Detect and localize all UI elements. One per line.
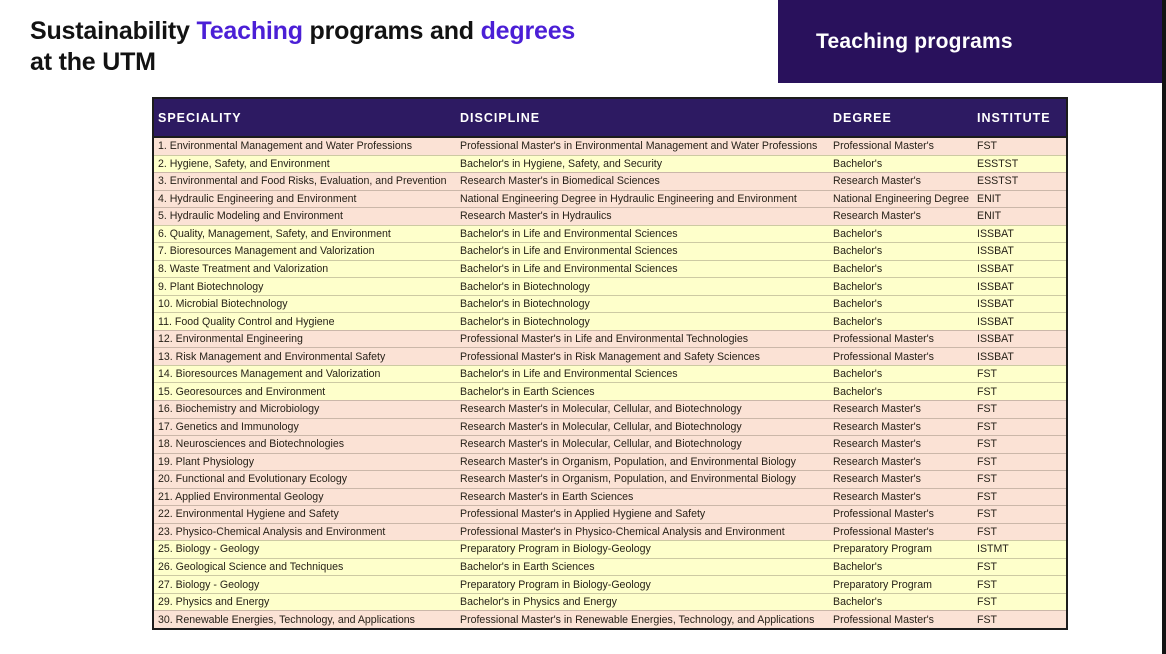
cell-institute: ISSBAT <box>977 350 1014 363</box>
cell-degree: Professional Master's <box>833 613 934 626</box>
table-row <box>154 400 1066 418</box>
cell-discipline: Professional Master's in Physico-Chemical Analysis and Environment <box>460 525 785 538</box>
cell-speciality: 10. Microbial Biotechnology <box>158 298 288 311</box>
cell-institute: ISSBAT <box>977 333 1014 346</box>
cell-discipline: Professional Master's in Renewable Energies, Technology, and Applications <box>460 613 815 626</box>
cell-degree: Research Master's <box>833 438 921 451</box>
cell-institute: FST <box>977 403 998 416</box>
cell-degree: Bachelor's <box>833 385 883 398</box>
cell-discipline: Bachelor's in Life and Environmental Sciences <box>460 262 678 275</box>
title-part2-accent: Teaching <box>196 17 303 45</box>
cell-degree: Bachelor's <box>833 245 883 258</box>
title-part1: Sustainability <box>30 17 190 45</box>
cell-speciality: 6. Quality, Management, Safety, and Environment <box>158 227 391 240</box>
cell-speciality: 2. Hygiene, Safety, and Environment <box>158 157 330 170</box>
column-header-discipline: DISCIPLINE <box>460 110 541 125</box>
cell-institute: ISSBAT <box>977 227 1014 240</box>
cell-institute: FST <box>977 438 998 451</box>
programs-table <box>152 97 1068 630</box>
cell-speciality: 17. Genetics and Immunology <box>158 420 299 433</box>
cell-degree: Bachelor's <box>833 368 883 381</box>
cell-institute: ISTMT <box>977 543 1009 556</box>
table-row <box>154 575 1066 593</box>
cell-discipline: Bachelor's in Biotechnology <box>460 280 590 293</box>
cell-degree: Research Master's <box>833 210 921 223</box>
table-row <box>154 505 1066 523</box>
page-title-line2: at the UTM <box>30 48 156 76</box>
table-row <box>154 242 1066 260</box>
cell-discipline: Bachelor's in Life and Environmental Sciences <box>460 368 678 381</box>
cell-institute: ISSBAT <box>977 245 1014 258</box>
cell-speciality: 5. Hydraulic Modeling and Environment <box>158 210 343 223</box>
cell-speciality: 9. Plant Biotechnology <box>158 280 264 293</box>
cell-degree: Bachelor's <box>833 227 883 240</box>
cell-degree: Professional Master's <box>833 525 934 538</box>
cell-speciality: 25. Biology - Geology <box>158 543 260 556</box>
teaching-programs-banner <box>778 0 1162 83</box>
title-part4-accent: degrees <box>480 17 576 45</box>
title-part3: programs and <box>309 17 474 45</box>
cell-degree: Professional Master's <box>833 350 934 363</box>
cell-speciality: 19. Plant Physiology <box>158 455 254 468</box>
cell-discipline: Bachelor's in Biotechnology <box>460 315 590 328</box>
table-row <box>154 330 1066 348</box>
cell-degree: Research Master's <box>833 473 921 486</box>
cell-degree: Bachelor's <box>833 280 883 293</box>
cell-institute: ENIT <box>977 192 1002 205</box>
table-row <box>154 558 1066 576</box>
column-header-institute: INSTITUTE <box>977 110 1051 125</box>
cell-discipline: Bachelor's in Hygiene, Safety, and Security <box>460 157 663 170</box>
cell-discipline: Preparatory Program in Biology-Geology <box>460 543 651 556</box>
table-row <box>154 172 1066 190</box>
cell-degree: Bachelor's <box>833 596 883 609</box>
table-row <box>154 540 1066 558</box>
cell-discipline: Research Master's in Organism, Population, and Environmental Biology <box>460 455 796 468</box>
cell-discipline: National Engineering Degree in Hydraulic Engineering and Environment <box>460 192 797 205</box>
cell-discipline: Research Master's in Molecular, Cellular, and Biotechnology <box>460 420 742 433</box>
table-row <box>154 155 1066 173</box>
cell-speciality: 16. Biochemistry and Microbiology <box>158 403 320 416</box>
cell-institute: FST <box>977 561 998 574</box>
cell-discipline: Research Master's in Hydraulics <box>460 210 612 223</box>
table-row <box>154 190 1066 208</box>
cell-discipline: Professional Master's in Environmental Management and Water Professions <box>460 140 818 153</box>
column-header-degree: DEGREE <box>833 110 892 125</box>
cell-discipline: Bachelor's in Earth Sciences <box>460 385 595 398</box>
right-edge-bar <box>1162 0 1166 654</box>
cell-discipline: Professional Master's in Risk Management and Safety Sciences <box>460 350 760 363</box>
banner-label: Teaching programs <box>816 29 1013 53</box>
cell-discipline: Professional Master's in Applied Hygiene and Safety <box>460 508 706 521</box>
cell-degree: Professional Master's <box>833 508 934 521</box>
table-row <box>154 277 1066 295</box>
cell-speciality: 26. Geological Science and Techniques <box>158 561 344 574</box>
cell-institute: FST <box>977 140 998 153</box>
cell-institute: FST <box>977 613 998 626</box>
cell-speciality: 13. Risk Management and Environmental Safety <box>158 350 386 363</box>
cell-institute: FST <box>977 473 998 486</box>
cell-discipline: Research Master's in Molecular, Cellular, and Biotechnology <box>460 403 742 416</box>
cell-institute: ESSTST <box>977 175 1019 188</box>
cell-institute: FST <box>977 490 998 503</box>
cell-degree: Bachelor's <box>833 298 883 311</box>
cell-speciality: 23. Physico-Chemical Analysis and Environment <box>158 525 386 538</box>
table-row <box>154 470 1066 488</box>
column-header-speciality: SPECIALITY <box>158 110 242 125</box>
cell-degree: Professional Master's <box>833 333 934 346</box>
cell-institute: FST <box>977 420 998 433</box>
cell-institute: ISSBAT <box>977 315 1014 328</box>
cell-speciality: 4. Hydraulic Engineering and Environment <box>158 192 357 205</box>
cell-institute: ENIT <box>977 210 1002 223</box>
cell-discipline: Research Master's in Organism, Population, and Environmental Biology <box>460 473 796 486</box>
cell-degree: Research Master's <box>833 175 921 188</box>
table-row <box>154 382 1066 400</box>
cell-institute: ISSBAT <box>977 262 1014 275</box>
cell-discipline: Bachelor's in Biotechnology <box>460 298 590 311</box>
table-row <box>154 347 1066 365</box>
table-header-row <box>154 99 1066 138</box>
cell-discipline: Bachelor's in Life and Environmental Sciences <box>460 227 678 240</box>
cell-degree: Bachelor's <box>833 315 883 328</box>
cell-speciality: 27. Biology - Geology <box>158 578 260 591</box>
page-title <box>30 16 575 78</box>
cell-speciality: 1. Environmental Management and Water Professions <box>158 140 412 153</box>
cell-institute: ESSTST <box>977 157 1019 170</box>
cell-speciality: 7. Bioresources Management and Valorization <box>158 245 375 258</box>
cell-speciality: 30. Renewable Energies, Technology, and Applications <box>158 613 415 626</box>
table-row <box>154 488 1066 506</box>
cell-speciality: 12. Environmental Engineering <box>158 333 303 346</box>
cell-institute: FST <box>977 578 998 591</box>
table-row <box>154 260 1066 278</box>
table-row <box>154 312 1066 330</box>
cell-speciality: 15. Georesources and Environment <box>158 385 326 398</box>
table-row <box>154 295 1066 313</box>
cell-degree: Research Master's <box>833 455 921 468</box>
cell-discipline: Professional Master's in Life and Environmental Technologies <box>460 333 749 346</box>
cell-degree: Bachelor's <box>833 157 883 170</box>
cell-speciality: 14. Bioresources Management and Valorization <box>158 368 381 381</box>
table-row <box>154 418 1066 436</box>
cell-discipline: Bachelor's in Physics and Energy <box>460 596 617 609</box>
cell-speciality: 21. Applied Environmental Geology <box>158 490 324 503</box>
table-body <box>154 138 1066 628</box>
cell-degree: Professional Master's <box>833 140 934 153</box>
cell-institute: FST <box>977 368 998 381</box>
cell-speciality: 22. Environmental Hygiene and Safety <box>158 508 339 521</box>
cell-institute: FST <box>977 508 998 521</box>
cell-institute: ISSBAT <box>977 280 1014 293</box>
cell-speciality: 11. Food Quality Control and Hygiene <box>158 315 335 328</box>
table-row <box>154 138 1066 155</box>
table-row <box>154 523 1066 541</box>
cell-institute: FST <box>977 455 998 468</box>
table-row <box>154 207 1066 225</box>
cell-degree: Preparatory Program <box>833 578 932 591</box>
table-row <box>154 365 1066 383</box>
cell-speciality: 20. Functional and Evolutionary Ecology <box>158 473 348 486</box>
cell-institute: FST <box>977 385 998 398</box>
table-row <box>154 225 1066 243</box>
cell-discipline: Research Master's in Molecular, Cellular, and Biotechnology <box>460 438 742 451</box>
cell-degree: Preparatory Program <box>833 543 932 556</box>
cell-degree: Research Master's <box>833 420 921 433</box>
table-row <box>154 593 1066 611</box>
cell-degree: National Engineering Degree <box>833 192 970 205</box>
cell-discipline: Research Master's in Earth Sciences <box>460 490 634 503</box>
cell-degree: Bachelor's <box>833 262 883 275</box>
cell-discipline: Bachelor's in Earth Sciences <box>460 561 595 574</box>
cell-institute: FST <box>977 596 998 609</box>
page-title-line1 <box>30 16 575 47</box>
cell-institute: ISSBAT <box>977 298 1014 311</box>
cell-degree: Research Master's <box>833 403 921 416</box>
cell-speciality: 8. Waste Treatment and Valorization <box>158 262 329 275</box>
table-row <box>154 435 1066 453</box>
cell-degree: Research Master's <box>833 490 921 503</box>
cell-speciality: 29. Physics and Energy <box>158 596 270 609</box>
table-row <box>154 453 1066 471</box>
cell-discipline: Preparatory Program in Biology-Geology <box>460 578 651 591</box>
cell-speciality: 18. Neurosciences and Biotechnologies <box>158 438 345 451</box>
cell-discipline: Bachelor's in Life and Environmental Sciences <box>460 245 678 258</box>
cell-degree: Bachelor's <box>833 561 883 574</box>
cell-institute: FST <box>977 525 998 538</box>
table-row <box>154 610 1066 628</box>
cell-discipline: Research Master's in Biomedical Sciences <box>460 175 660 188</box>
cell-speciality: 3. Environmental and Food Risks, Evaluation, and Prevention <box>158 175 447 188</box>
